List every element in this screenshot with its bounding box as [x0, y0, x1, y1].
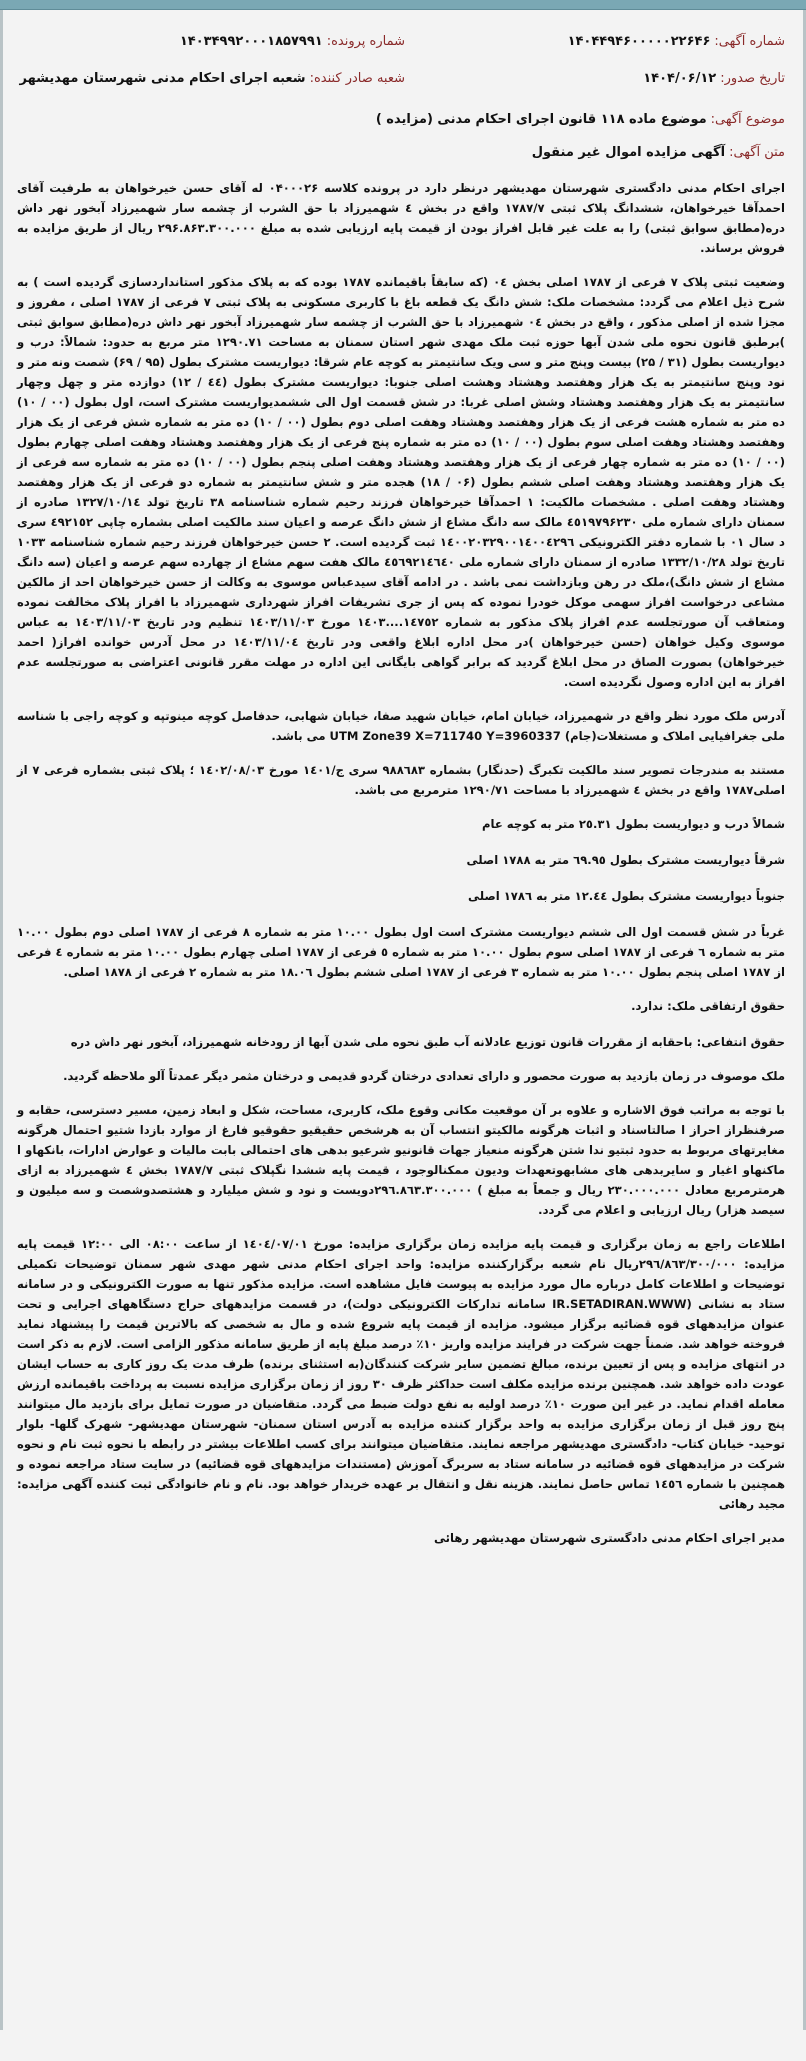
- issuer: شعبه صادر کننده:شعبه اجرای احکام مدنی شهرستان مهدیشهر: [19, 71, 405, 86]
- notice-meta: [17, 34, 785, 86]
- boundary-west: غرباً در شش قسمت اول الی ششم دیواریست مشترک است اول بطول ۱۰.۰۰ متر به شماره ۸ فرعی از ۱۷۸۷ اصلی دوم بطول ۱۰.۰۰ متر به شماره ٦ فرعی از ۱۷۸۷ اصلی سوم بطول ۱۰.۰۰ متر به شماره ٥ فرعی از ۱۷۸۷ اصلی چهارم بطول ۱۰.۰۰ متر به شماره ٤ فرعی از ۱۷۸۷ اصلی پنجم بطول ۱۰.۰۰ متر به شماره ۳ فرعی از ۱۷۸۷ اصلی ششم بطول ۱۸.۰٦ متر به شماره ۲ فرعی از ۱۸۷۸ اصلی.: [17, 925, 785, 979]
- paragraph-inspection: ملک موصوف در زمان بازدید به صورت محصور و دارای تعدادی درختان گردو قدیمی و درختان مثمر دیگر عمدتاً آلو ملاحظه گردید.: [63, 1069, 785, 1083]
- signature-line: مدیر اجرای احکام مدنی دادگستری شهرستان مهدیشهر رهائی: [433, 1531, 785, 1545]
- notice-subject: موضوع آگهی:موضوع ماده ۱۱۸ قانون اجرای احکام مدنی (مزایده ): [375, 112, 785, 127]
- notice-body: [17, 178, 785, 1548]
- paragraph-address: آدرس ملک مورد نظر واقع در شهمیرزاد، خیابان امام، خیابان شهید صفا، خیابان شهابی، حدفاصل کوچه مینوتپه و کوچه راجی با شناسه ملی جغرافیایی املاک و مستغلات(جام) UTM Zone39 X=711740 Y=3960337 می باشد.: [17, 709, 785, 743]
- easement-rights: حقوق ارتفاقی ملک: ندارد.: [631, 999, 785, 1013]
- notice-document: [0, 10, 806, 2030]
- paragraph-valuation: با توجه به مراتب فوق الاشاره و علاوه بر آن موقعیت مکانی وقوع ملک، کاربری، مساحت، شکل و ابعاد زمین، مسیر دسترسی، حقابه و صرفنظراز احراز ا صالتاسناد و اثبات هرگونه مالکیتو انتساب آن به هرشخص حقیقیو حقوقیو فارغ از موارد بازدا شتیو احتمال هرگونه مغایرتهای مربوط به حدود ثبتیو ندا شتن هرگونه منعیاز جهات قانونیو شرعیو بدهی های احتمالی بابت مالیات و عوارض ادارات، بانکهاو ا ماکنهاو اغیار و سایربدهی های مشابهوتعهدات ودیون ممکنالوجود ، قیمت پایه ششدا نگپلاک ثبتی ۱۷۸۷/۷ بخش ٤ شهمیرزاد به ازای هرمترمربع معادل ۲۳۰.۰۰۰.۰۰۰ ریال و جمعاً به مبلغ ) ۲۹٦.۸٦۳.۳۰۰.۰۰۰دویست و نود و شش میلیارد و هشتصدوشصت و سه میلیون و سیصد هزار) ریال ارزیابی و اعلام می گردد.: [17, 1103, 785, 1217]
- boundary-north: شمالاً درب و دیواریست بطول ۲٥.۳۱ متر به کوچه عام: [482, 817, 785, 831]
- top-bar: [0, 0, 806, 10]
- paragraph-deed: مستند به مندرجات تصویر سند مالکیت تکبرگ (حدنگار) بشماره ۹۸۸٦۸۳ سری ج/۱٤۰۱ مورخ ۱٤۰۲/۰۸/۰۳ ؛ پلاک ثبتی بشماره فرعی ۷ از اصلی۱۷۸۷ واقع در بخش ٤ شهمیرزاد با مساحت ۱۲۹۰/۷۱ مترمربع می باشد.: [17, 763, 785, 797]
- paragraph-registration: وضعیت ثبتی پلاک ۷ فرعی از ۱۷۸۷ اصلی بخش ۰٤ (که سابقاً باقیمانده ۱۷۸۷ بوده که به پلاک مذکور استانداردسازی گردیده است ) به شرح ذیل اعلام می گردد: مشخصات ملک: شش دانگ یک قطعه باغ با کاربری مسکونی به پلاک ثبتی ۷ فرعی از ۱۷۸۷ اصلی ، مفروز و مجزا شده از اصلی مذکور ، واقع در بخش ۰٤ شهمیرزاد با حق الشرب از چشمه سار شهمیرزاد آبخور نهر داش دره(مطابق سوابق ثبتی )برطبق قانون نحوه ملی شدن آبها حوزه ثبت ملک مهدی شهر استان سمنان به مساحت ۱۲۹۰.۷۱ متر مربع به حدود: شمالاً: درب و دیواریست بطول (۳۱ / ۲۵) بیست وپنج متر و سی ویک سانتیمتر به کوچه عام شرقا: دیواریست مشترک بطول (۹۵ / ۶۹) شصت ونه متر و نود وپنج سانتیمتر به یک هزار وهفتصد وهشتاد وهشت اصلی جنوبا: دیواریست مشترک بطول (٤٤ / ۱۲) دوازده متر و چهل وچهار سانتیمتر به یک هزار وهفتصد وهشتاد وشش اصلی غربا: در شش قسمت اول الی ششمدیواریست مشترک است، اول بطول (۰۰ / ۱۰) ده متر به شماره هشت فرعی از یک هزار وهفتصد وهشتاد وهفت اصلی دوم بطول (۰۰ / ۱۰) ده متر به شماره شش فرعی از یک هزار وهفتصد وهشتاد وهفت اصلی سوم بطول (۰۰ / ۱۰) ده متر به شماره پنج فرعی از یک هزار وهفتصد وهشتاد وهفت اصلی چهارم بطول (۰۰ / ۱۰) ده متر به شماره چهار فرعی از یک هزار وهفتصد وهشتاد وهفت اصلی پنجم بطول (۰۰ / ۱۰) ده متر به شماره سه فرعی از یک هزار وهفتصد وهشتاد وهفت اصلی ششم بطول (۰۶ / ۱۸) هجده متر و شش سانتیمتر به شماره دو فرعی از یک هزار وهفتصد وهشتاد وهفت اصلی . مشخصات مالکیت: ۱ احمدآقا خیرخواهان فرزند رحیم شماره شناسنامه ۳۸ تاریخ تولد ۱۳۲۷/۱۰/۱٤ صادره از سمنان دارای شماره ملی ٤٥۱۹۷۹۶۲۳۰ مالک سه دانگ مشاع از شش دانگ عرصه و اعیان سند مالکیت اصلی بشماره چاپی ٤۹۲۱٥۲ سری د سال ۰۱ با شماره دفتر الکترونیکی ۱٤۰۰۲۰۳۲۹۰۰۱٤۰۰٤۲۹٦ ثبت گردیده است. ۲ حسن خیرخواهان فرزند رحیم شماره شناسنامه ۱۰۳۳ تاریخ تولد ۱۳۳۲/۱۰/۲۸ صادره از سمنان دارای شماره ملی ٤٥٦۹۲۱٤٦٤۰ مالک هفت سهم مشاع از چهارده سهم عرصه و اعیان (سه دانگ مشاع از شش دانگ)،ملک در رهن وبازداشت نمی باشد . در ادامه آقای سیدعباس موسوی به وکالت از حسن خیرخواهان احد از مالکین مشاعی درخواست افراز سهمی موکل خودرا نموده که پس از جری تشریفات افراز شهرداری شهمیرزاد با افراز پلاک مخالفت نموده ومتعاقب آن صورتجلسه عدم افراز پلاک مذکور به شماره ۱٤۷٥۲....۱٤۰۳ مورخ ۱٤۰۳/۱۱/۰۳ تنظیم ودر تاریخ ۱٤۰۳/۱۱/۰۳ به عباس موسوی وکیل خواهان (حسن خیرخواهان )در محل اداره ابلاغ واقعی ودر تاریخ ۱٤۰۳/۱۱/۰٤ در محل آدرس خوانده افراز( احمد خیرخواهان) بصورت الصاق در محل ابلاغ گردید که برابر گواهی بایگانی این اداره در مهلت مقرر قانونی اعتراضی به صورتجلسه عدم افراز به این اداره وصول نگردیده است.: [17, 275, 786, 689]
- ad-number: شماره آگهی:۱۴۰۴۴۹۴۶۰۰۰۰۰۲۲۶۴۶: [567, 34, 785, 49]
- boundary-east: شرقاً دیواریست مشترک بطول ٦۹.۹٥ متر به ۱۷۸۸ اصلی: [466, 853, 785, 867]
- notice-text-title: متن آگهی:آگهی مزایده اموال غیر منقول: [531, 145, 785, 160]
- issue-date: تاریخ صدور:۱۴۰۴/۰۶/۱۲: [643, 71, 785, 86]
- case-number: شماره پرونده:۱۴۰۳۴۹۹۲۰۰۰۱۸۵۷۹۹۱: [179, 34, 405, 49]
- paragraph-auction-info: اطلاعات راجع به زمان برگزاری و قیمت پایه مزایده زمان برگزاری مزایده: مورخ ۱٤۰٤/۰۷/۰۱ از ساعت ۰۸:۰۰ الی ۱۲:۰۰ قیمت پایه مزایده: ۲۹٦/۸٦۳/۳۰۰/۰۰۰ریال نام شعبه برگزارکننده مزایده: واحد اجرای احکام مدنی شهر مهدی شهر سمنان توضیحات تکمیلی توضیحات و اطلاعات کامل درباره مال مورد مزایده به پیوست فایل مشاهده است. مزایده مذکور تنها به صورت الکترونیکی و در سامانه ستاد به نشانی (IR.SETADIRAN.WWW سامانه تدارکات الکترونیکی دولت)، در قسمت مزایدههای حراج دستگاههای اجرایی و تحت عنوان مزایدههای قوه قضائیه برگزار میشود. مزایده از قیمت پایه شروع شده و مال به شخصی که بالاترین قیمت را پیشنهاد نماید فروخته خواهد شد. ضمناً جهت شرکت در فرایند مزایده واریز ۱۰٪ درصد مبلغ پایه از طریق سامانه مذکور الزامی است. لازم به ذکر است در انتهای مزایده و پس از تعیین برنده، مبالغ تضمین سایر شرکت کنندگان(به استثنای برنده) ظرف مدت یک روز کاری به حساب ایشان عودت داده خواهد شد. همچنین برنده مزایده مکلف است حداکثر ظرف ۳۰ روز از زمان برگزاری مزایده نسبت به پرداخت باقیمانده ارزش معامله اقدام نماید. در غیر این صورت ۱۰٪ درصد اولیه به نفع دولت ضبط می گردد. متقاضیان در صورت تمایل برای بازدید مال میتوانند پنج روز قبل از زمان برگزاری مزایده به واحد برگزار کننده مزایده به آدرس استان سمنان- شهرستان مهدیشهر- شهرک گلها- بلوار توحید- خیابان کتاب- دادگستری مهدیشهر مراجعه نمایند. متقاضیان میتوانند برای کسب اطلاعات بیشتر در رابطه با نحوه ثبت نام و نحوه شرکت در مزایدههای قوه قضائیه در سامانه ستاد به سربرگ آموزش (مستندات مزایدههای قوه قضائیه) در سایت ستاد مراجعه نموده و همچنین با شماره ۱٤٥٦ تماس حاصل نمایند. هزینه نقل و انتقال بر عهده خریدار خواهد بود. نام و نام خانوادگی ثبت کننده آگهی مزایده: مجید رهائی: [17, 1237, 785, 1511]
- usage-rights: حقوق انتفاعی: باحقابه از مقررات قانون توزیع عادلانه آب طبق نحوه ملی شدن آبها از رودخانه شهمیرزاد، آبخور نهر داش دره: [70, 1035, 785, 1049]
- paragraph-intro: اجرای احکام مدنی دادگستری شهرستان مهدیشهر درنظر دارد در پرونده کلاسه ۰۴۰۰۰۲۶ له آقای حسن خیرخواهان به طرفیت آقای احمدآقا خیرخواهان، ششدانگ پلاک ثبتی ۱۷۸۷/۷ واقع در بخش ٤ شهمیرزاد با حق الشرب از چشمه سار شهمیرزاد آبخور نهر داش دره(مطابق سوابق ثبتی) را به علت غیر قابل افراز بودن از قیمت پایه ارزیابی شده به مبلغ ۲۹۶.۸۶۳.۳۰۰.۰۰۰ ریال از طریق مزایده به فروش برساند.: [17, 181, 785, 255]
- boundary-south: جنوباً دیواریست مشترک بطول ۱۲.٤٤ متر به ۱۷۸٦ اصلی: [468, 889, 785, 903]
